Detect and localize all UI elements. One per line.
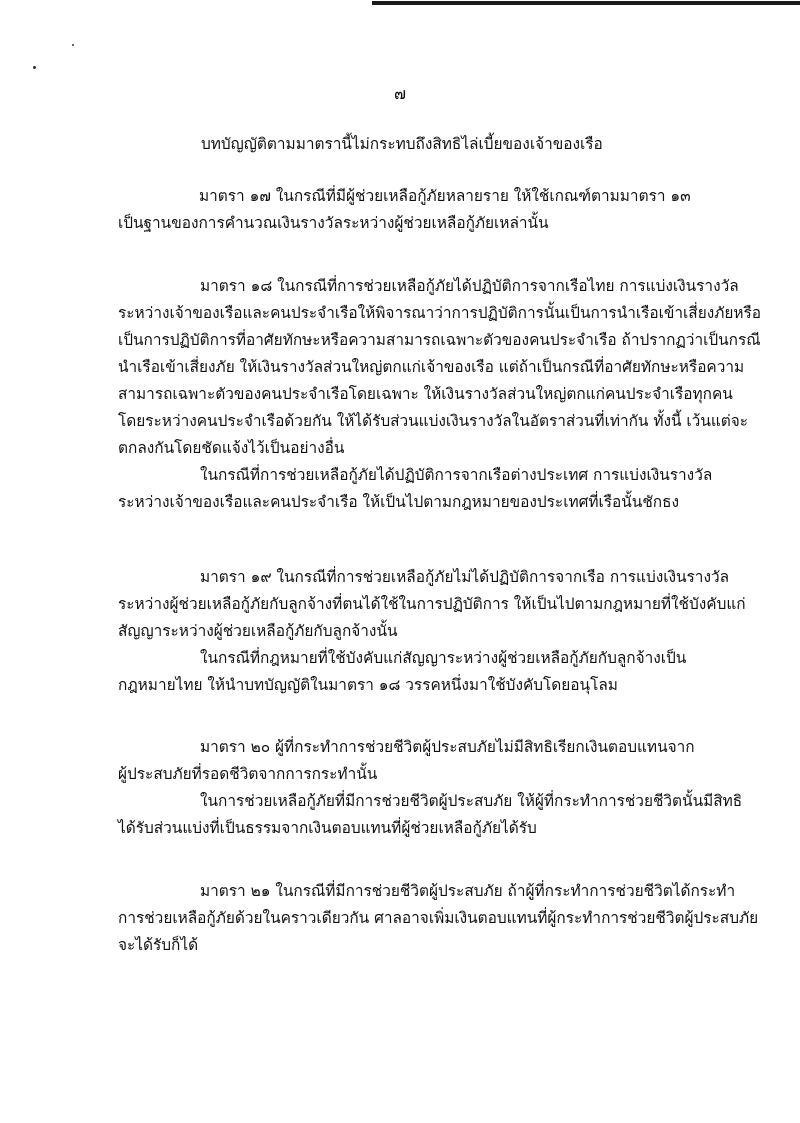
text-line: การช่วยเหลือกู้ภัยด้วยในคราวเดียวกัน ศาลอาจเพิ่มเงินตอบแทนที่ผู้กระทำการช่วยชีวิตผู้ประสบภัย — [118, 909, 759, 927]
text-line: ได้รับส่วนแบ่งที่เป็นธรรมจากเงินตอบแทนที่ผู้ช่วยเหลือกู้ภัยได้รับ — [118, 819, 537, 837]
text-line: นำเรือเข้าเสี่ยงภัย ให้เงินรางวัลส่วนใหญ่ตกแก่เจ้าของเรือ แต่ถ้าเป็นกรณีที่อาศัยทักษะหรือความ — [118, 358, 745, 376]
text-line: ในกรณีที่กฎหมายที่ใช้บังคับแก่สัญญาระหว่างผู้ช่วยเหลือกู้ภัยกับลูกจ้างเป็น — [200, 649, 687, 667]
text-line: กฎหมายไทย ให้นำบทบัญญัติในมาตรา ๑๘ วรรคหนึ่งมาใช้บังคับโดยอนุโลม — [118, 676, 618, 694]
text-line: ในกรณีที่การช่วยเหลือกู้ภัยได้ปฏิบัติการจากเรือต่างประเทศ การแบ่งเงินรางวัล — [200, 466, 713, 484]
text-line: เป็นการปฏิบัติการที่อาศัยทักษะหรือความสามารถเฉพาะตัวของคนประจำเรือ ถ้าปรากฏว่าเป็นกรณี — [118, 331, 761, 349]
scan-speck — [33, 66, 36, 69]
text-line: สามารถเฉพาะตัวของคนประจำเรือโดยเฉพาะ ให้เงินรางวัลส่วนใหญ่ตกแก่คนประจำเรือทุกคน — [118, 385, 733, 403]
text-line: ระหว่างเจ้าของเรือและคนประจำเรือให้พิจารณาว่าการปฏิบัติการนั้นเป็นการนำเรือเข้าเสี่ยงภัยหรือ — [118, 304, 762, 322]
text-line: มาตรา ๒๑ ในกรณีที่มีการช่วยชีวิตผู้ประสบภัย ถ้าผู้ที่กระทำการช่วยชีวิตได้กระทำ — [200, 882, 736, 900]
text-line: สัญญาระหว่างผู้ช่วยเหลือกู้ภัยกับลูกจ้างนั้น — [118, 622, 398, 640]
page-number: ๗ — [393, 84, 407, 103]
scan-speck — [72, 44, 74, 46]
text-line: บทบัญญัติตามมาตรานี้ไม่กระทบถึงสิทธิไล่เบี้ยของเจ้าของเรือ — [201, 135, 603, 153]
scan-border-line — [372, 1, 800, 5]
text-line: ระหว่างเจ้าของเรือและคนประจำเรือ ให้เป็นไปตามกฎหมายของประเทศที่เรือนั้นชักธง — [118, 493, 679, 511]
text-line: มาตรา ๑๘ ในกรณีที่การช่วยเหลือกู้ภัยได้ปฏิบัติการจากเรือไทย การแบ่งเงินรางวัล — [200, 277, 739, 295]
text-line: เป็นฐานของการคำนวณเงินรางวัลระหว่างผู้ช่วยเหลือกู้ภัยเหล่านั้น — [118, 214, 549, 232]
text-line: มาตรา ๑๙ ในกรณีที่การช่วยเหลือกู้ภัยไม่ได้ปฏิบัติการจากเรือ การแบ่งเงินรางวัล — [200, 568, 730, 586]
text-line: ระหว่างผู้ช่วยเหลือกู้ภัยกับลูกจ้างที่ตนได้ใช้ในการปฏิบัติการ ให้เป็นไปตามกฎหมายที่ใช้บังคับแก่ — [118, 595, 746, 613]
text-line: มาตรา ๑๗ ในกรณีที่มีผู้ช่วยเหลือกู้ภัยหลายราย ให้ใช้เกณฑ์ตามมาตรา ๑๓ — [199, 187, 691, 205]
text-line: ในการช่วยเหลือกู้ภัยที่มีการช่วยชีวิตผู้ประสบภัย ให้ผู้ที่กระทำการช่วยชีวิตนั้นมีสิทธิ — [200, 792, 743, 810]
text-line: มาตรา ๒๐ ผู้ที่กระทำการช่วยชีวิตผู้ประสบภัยไม่มีสิทธิเรียกเงินตอบแทนจาก — [200, 738, 695, 756]
text-line: ตกลงกันโดยชัดแจ้งไว้เป็นอย่างอื่น — [118, 439, 345, 457]
text-line: โดยระหว่างคนประจำเรือด้วยกัน ให้ได้รับส่วนแบ่งเงินรางวัลในอัตราส่วนที่เท่ากัน ทั้งนี้ เว้นแต่จะ — [118, 412, 749, 430]
text-line: ผู้ประสบภัยที่รอดชีวิตจากการกระทำนั้น — [118, 765, 378, 783]
text-line: จะได้รับก็ได้ — [118, 936, 199, 954]
